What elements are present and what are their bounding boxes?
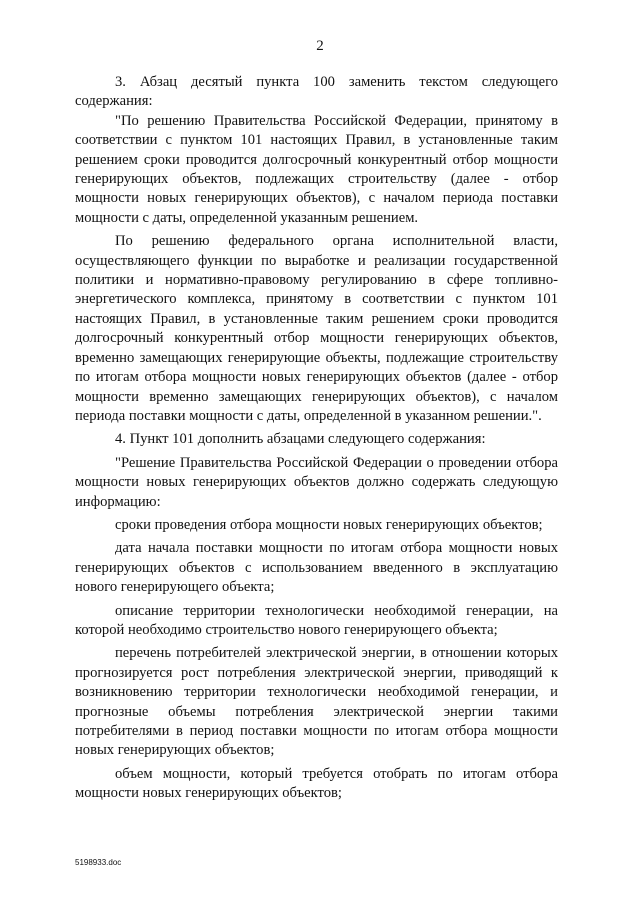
paragraph-start-date: дата начала поставки мощности по итогам отбора мощности новых генерирующих объектов с использованием введенного в эксплуатацию нового генерирующего объекта; <box>75 540 558 596</box>
paragraph-item-3: 3. Абзац десятый пункта 100 заменить текстом следующего содержания: <box>75 74 558 110</box>
paragraph-federal-body: По решению федерального органа исполнительной власти, осуществляющего функции по выработке и реализации государственной политики и нормативно-правовому регулированию в сфере топливно-энергетического комплекса, принятому в соответствии с пунктом 101 настоящих Правил, в установленные таким решением сроки проводится долгосрочный конкурентный отбор мощности генерирующих объектов, временно замещающих генерирующие объекты, подлежащие строительству по итогам отбора мощности новых генерирующих объектов (далее - отбор мощности временно замещающих генерирующих объектов), с началом периода поставки мощности с даты, определенной в указанном решении.". <box>75 233 558 424</box>
paragraph-decision-content: "Решение Правительства Российской Федерации о проведении отбора мощности новых генерирующих объектов должно содержать следующую информацию: <box>75 454 558 510</box>
paragraph-consumers: перечень потребителей электрической энергии, в отношении которых прогнозируется рост потребления электрической энергии, приводящий к возникновению территории технологически необходимой генерации, и прогнозные объемы потребления электрической энергии такими потребителями в период поставки мощности по итогам отбора мощности новых генерирующих объектов; <box>75 645 558 759</box>
document-body <box>75 73 558 804</box>
paragraph-territory: описание территории технологически необходимой генерации, на которой необходимо строительство нового генерирующего объекта; <box>75 602 558 638</box>
page-number: 2 <box>316 38 324 54</box>
footer-doc-id: 5198933.doc <box>75 858 122 867</box>
paragraph-terms: сроки проведения отбора мощности новых генерирующих объектов; <box>115 516 543 533</box>
paragraph-capacity-volume: объем мощности, который требуется отобрать по итогам отбора мощности новых генерирующих объектов; <box>75 765 558 802</box>
paragraph-item-4: 4. Пункт 101 дополнить абзацами следующего содержания: <box>115 431 486 448</box>
paragraph-quote-start: "По решению Правительства Российской Федерации, принятому в соответствии с пунктом 101 настоящих Правил, в установленные таким решением сроки проводится долгосрочный конкурентный отбор мощности генерирующих объектов, подлежащих строительству (далее - отбор мощности новых генерирующих объектов), с началом периода поставки мощности с даты, определенной указанным решением. <box>75 112 558 226</box>
